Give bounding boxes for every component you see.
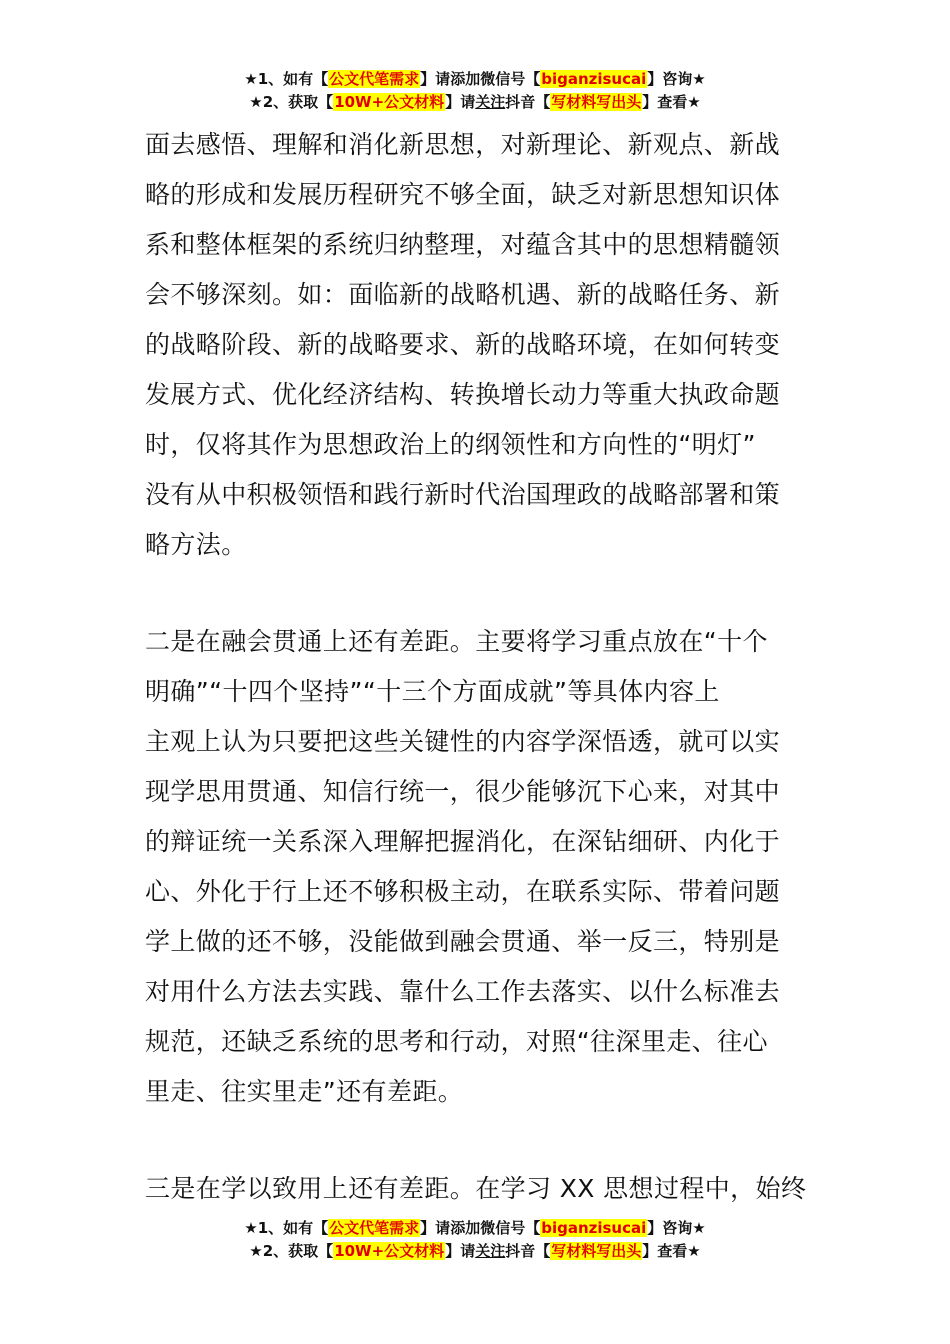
text-line: 略方法。 (145, 530, 247, 559)
banner-text: 】查看★ (642, 93, 701, 111)
text-line: 对用什么方法去实践、靠什么工作去落实、以什么标准去 (145, 977, 781, 1006)
text-line: 的辩证统一关系深入理解把握消化，在深钻细研、内化于 (145, 827, 781, 856)
text-line: 里走、往实里走”还有差距。 (145, 1077, 464, 1106)
text-line: 学上做的还不够，没能做到融会贯通、举一反三，特别是 (145, 927, 781, 956)
highlight-wechat-id: biganzisucai (541, 1219, 647, 1237)
paragraph-1 (145, 120, 807, 570)
highlight-wechat-id: biganzisucai (541, 70, 647, 88)
text-line: 的战略阶段、新的战略要求、新的战略环境，在如何转变 (145, 330, 781, 359)
text-line: 没有从中积极领悟和践行新时代治国理政的战略部署和策 (145, 480, 781, 509)
banner-text: ★1、如有【 (244, 70, 329, 88)
paragraph-3 (145, 1164, 807, 1214)
text-line: 发展方式、优化经济结构、转换增长动力等重大执政命题 (145, 380, 781, 409)
banner-text: 】请 (445, 93, 476, 111)
banner-line-2 (0, 91, 950, 114)
highlight-douyin: 写材料写出头 (551, 93, 642, 111)
text-line: 明确”“十四个坚持”“十三个方面成就”等具体内容上 (145, 677, 720, 706)
banner-text: ★2、获取【 (249, 93, 334, 111)
highlight-douyin: 写材料写出头 (551, 1242, 642, 1260)
header-banner (0, 68, 950, 114)
text-line: 二是在融会贯通上还有差距。主要将学习重点放在“十个 (145, 627, 768, 656)
banner-line-1 (0, 68, 950, 91)
highlight-materials: 10W+公文材料 (334, 93, 445, 111)
highlight-service: 公文代笔需求 (329, 70, 420, 88)
text-line: 面去感悟、理解和消化新思想，对新理论、新观点、新战 (145, 130, 781, 159)
text-line: 规范，还缺乏系统的思考和行动，对照“往深里走、往心 (145, 1027, 768, 1056)
banner-text: 抖音【 (505, 93, 551, 111)
banner-text: 关注 (475, 1242, 506, 1260)
paragraph-2 (145, 617, 807, 1117)
banner-text: 】请 (420, 70, 451, 88)
banner-text: 】查看★ (642, 1242, 701, 1260)
text-line: 主观上认为只要把这些关键性的内容学深悟透，就可以实 (145, 727, 781, 756)
text-line: 略的形成和发展历程研究不够全面，缺乏对新思想知识体 (145, 180, 781, 209)
text-line: 现学思用贯通、知信行统一，很少能够沉下心来，对其中 (145, 777, 781, 806)
banner-text: ★1、如有【 (244, 1219, 329, 1237)
banner-text: 抖音【 (505, 1242, 551, 1260)
banner-text: 微信号【 (480, 70, 541, 88)
banner-text: 】请 (445, 1242, 476, 1260)
text-line: 心、外化于行上还不够积极主动，在联系实际、带着问题 (145, 877, 781, 906)
highlight-service: 公文代笔需求 (329, 1219, 420, 1237)
banner-line-2 (0, 1240, 950, 1263)
banner-text: 关注 (475, 93, 506, 111)
banner-text: 】请 (420, 1219, 451, 1237)
footer-banner (0, 1217, 950, 1263)
text-line: 系和整体框架的系统归纳整理，对蕴含其中的思想精髓领 (145, 230, 781, 259)
banner-text: 】咨询★ (647, 1219, 706, 1237)
banner-text: 添加 (450, 1219, 481, 1237)
banner-line-1 (0, 1217, 950, 1240)
highlight-materials: 10W+公文材料 (334, 1242, 445, 1260)
banner-text: 微信号【 (480, 1219, 541, 1237)
banner-text: 添加 (450, 70, 481, 88)
text-line: 时，仅将其作为思想政治上的纲领性和方向性的“明灯” (145, 430, 756, 459)
text-line: 三是在学以致用上还有差距。在学习 XX 思想过程中，始终 (145, 1174, 807, 1203)
text-line: 会不够深刻。如：面临新的战略机遇、新的战略任务、新 (145, 280, 781, 309)
banner-text: ★2、获取【 (249, 1242, 334, 1260)
banner-text: 】咨询★ (647, 70, 706, 88)
